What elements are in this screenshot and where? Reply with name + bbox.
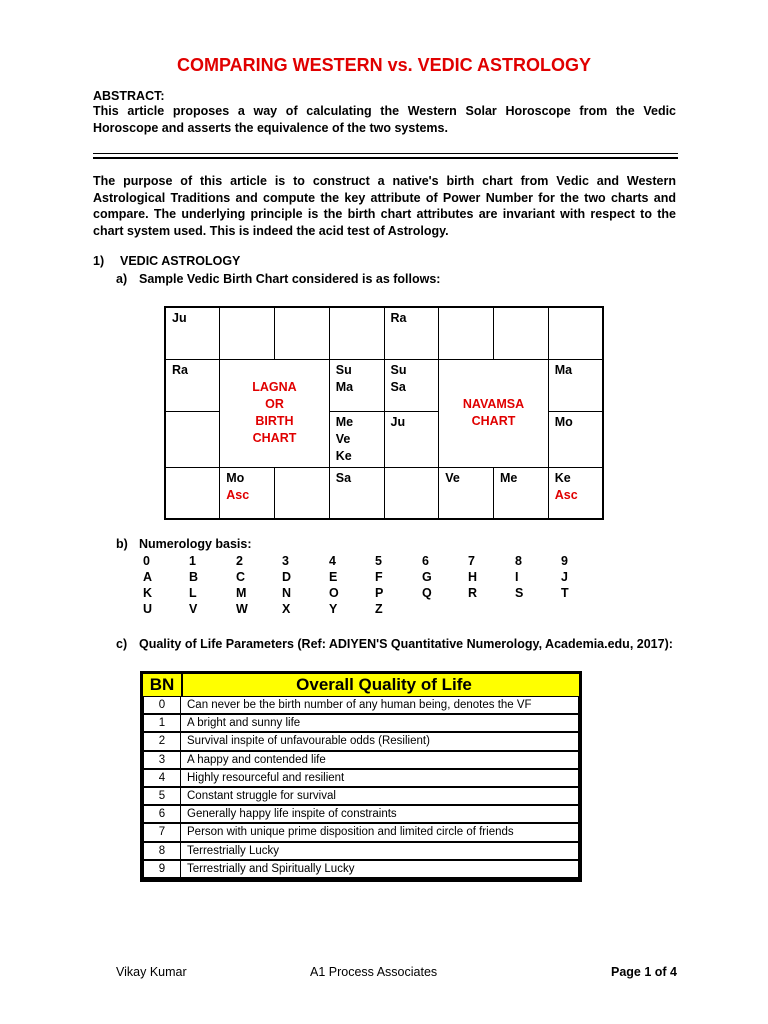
numerology-digits-cell: 6 [422,554,429,568]
chart-cell: Sa [329,467,384,519]
chart-cell: Ma [548,359,603,411]
chart-cell: Su Sa [384,359,439,411]
table-row [143,805,579,823]
numerology-row1-cell: E [329,570,338,584]
chart-cell [165,411,220,467]
navamsa-chart-label: NAVAMSA CHART [439,359,549,467]
table-row [143,842,579,860]
quality-description-cell: Person with unique prime disposition and limited circle of friends [181,823,579,841]
birth-number-cell: 5 [143,787,181,805]
numerology-row2-cell: T [561,586,569,600]
numerology-row1-cell: F [375,570,383,584]
numerology-row3-cell: W [236,602,248,616]
chart-planet: Ke [554,470,571,485]
chart-cell: Me Ve Ke [329,411,384,467]
section-number: 1) [93,254,105,268]
chart-cell: Su Ma [329,359,384,411]
numerology-row2-cell: K [143,586,153,600]
quality-description-cell: Generally happy life inspite of constraints [181,805,579,823]
column-header-quality: Overall Quality of Life [296,675,472,694]
birth-number-cell: 7 [143,823,181,841]
chart-cell: Ju [384,411,439,467]
purpose-paragraph: The purpose of this article is to construct a native's birth chart from Vedic and Western Astrological Traditions and compute the key attribute of Power Number for the two charts and compare. The underlying principle is the birth chart attributes are invariant with respect to the chart system used. This is indeed the acid test of Astrology. [93,174,676,238]
numerology-digits-cell: 8 [515,554,522,568]
birth-number-cell: 4 [143,769,181,787]
chart-cell [275,307,330,359]
birth-number-cell: 0 [143,696,181,714]
birth-number-cell: 1 [143,714,181,732]
chart-cell: Ju [165,307,220,359]
numerology-row1-cell: B [189,570,199,584]
divider-line-thick [93,157,678,159]
quality-description-cell: Constant struggle for survival [181,787,579,805]
numerology-row2-cell: P [375,586,384,600]
table-row [143,714,579,732]
birth-number-cell: 3 [143,751,181,769]
numerology-row3-cell: U [143,602,153,616]
subsection-a-label: a) [116,272,128,286]
ascendant-marker: Asc [554,487,578,502]
ascendant-marker: Asc [226,487,250,502]
abstract-heading: ABSTRACT: [93,89,165,103]
subsection-b-label: b) [116,537,128,551]
numerology-row3-cell: Y [329,602,338,616]
quality-of-life-table [140,671,582,882]
numerology-row1-cell: J [561,570,568,584]
chart-cell: Ra [165,359,220,411]
subsection-c-heading: Quality of Life Parameters (Ref: ADIYEN'S Quantitative Numerology, Academia.edu, 2017): [139,637,673,651]
table-row [143,732,579,750]
section-heading: VEDIC ASTROLOGY [120,254,241,268]
chart-cell [165,467,220,519]
chart-cell [548,467,603,519]
chart-planet: Mo [226,470,245,485]
numerology-row3-cell: V [189,602,198,616]
numerology-digits-cell: 7 [468,554,475,568]
birth-number-cell: 8 [143,842,181,860]
numerology-row1-cell: I [515,570,519,584]
numerology-row2-cell: L [189,586,197,600]
chart-cell [384,467,439,519]
quality-description-cell: Terrestrially Lucky [181,842,579,860]
numerology-row2-cell: O [329,586,339,600]
footer-author: Vikay Kumar [116,965,187,979]
subsection-a-text: Sample Vedic Birth Chart considered is as follows: [139,272,441,286]
birth-number-cell: 2 [143,732,181,750]
numerology-digits-cell: 0 [143,554,150,568]
table-row [143,823,579,841]
numerology-digits-cell: 4 [329,554,336,568]
numerology-row2-cell: Q [422,586,432,600]
numerology-digits-cell: 2 [236,554,243,568]
numerology-digits-cell: 3 [282,554,289,568]
numerology-row2-cell: S [515,586,524,600]
chart-cell [275,467,330,519]
vedic-birth-chart [164,306,604,520]
table-row [143,751,579,769]
lagna-chart-label: LAGNA OR BIRTH CHART [220,359,330,467]
document-title: COMPARING WESTERN vs. VEDIC ASTROLOGY [176,55,592,75]
table-row [143,860,579,878]
table-row [143,787,579,805]
abstract-text: This article proposes a way of calculating the Western Solar Horoscope from the Vedic Horoscope and asserts the equivalence of the two systems. [93,104,676,135]
chart-cell: Ra [384,307,439,359]
quality-description-cell: A bright and sunny life [181,714,579,732]
numerology-row3-cell: X [282,602,291,616]
chart-cell [220,307,275,359]
divider-line [93,153,678,154]
chart-cell [494,307,549,359]
quality-description-cell: Survival inspite of unfavourable odds (Resilient) [181,732,579,750]
birth-number-cell: 9 [143,860,181,878]
chart-cell: Mo [548,411,603,467]
chart-cell [439,307,494,359]
subsection-b-heading: Numerology basis: [139,537,252,551]
numerology-row1-cell: D [282,570,292,584]
footer-company: A1 Process Associates [310,965,438,979]
quality-description-cell: Highly resourceful and resilient [181,769,579,787]
numerology-digits-cell: 1 [189,554,196,568]
subsection-c-label: c) [116,637,128,651]
table-row [143,769,579,787]
numerology-row1-cell: H [468,570,478,584]
numerology-digits-cell: 5 [375,554,382,568]
quality-description-cell: Terrestrially and Spiritually Lucky [181,860,579,878]
footer-page-number: Page 1 of 4 [611,965,677,979]
chart-cell: Ve [439,467,494,519]
numerology-row2-cell: M [236,586,247,600]
birth-number-cell: 6 [143,805,181,823]
chart-cell [329,307,384,359]
numerology-row2-cell: N [282,586,292,600]
numerology-digits-cell: 9 [561,554,568,568]
quality-description-cell: A happy and contended life [181,751,579,769]
quality-description-cell: Can never be the birth number of any human being, denotes the VF [181,696,579,714]
table-header-row [143,674,579,696]
numerology-row3-cell: Z [375,602,383,616]
numerology-row1-cell: G [422,570,432,584]
table-row [143,696,579,714]
numerology-row2-cell: R [468,586,478,600]
chart-cell [548,307,603,359]
table-body [143,696,579,878]
numerology-row1-cell: C [236,570,246,584]
numerology-row1-cell: A [143,570,153,584]
chart-cell [220,467,275,519]
column-header-bn: BN [143,674,183,696]
chart-cell: Me [494,467,549,519]
